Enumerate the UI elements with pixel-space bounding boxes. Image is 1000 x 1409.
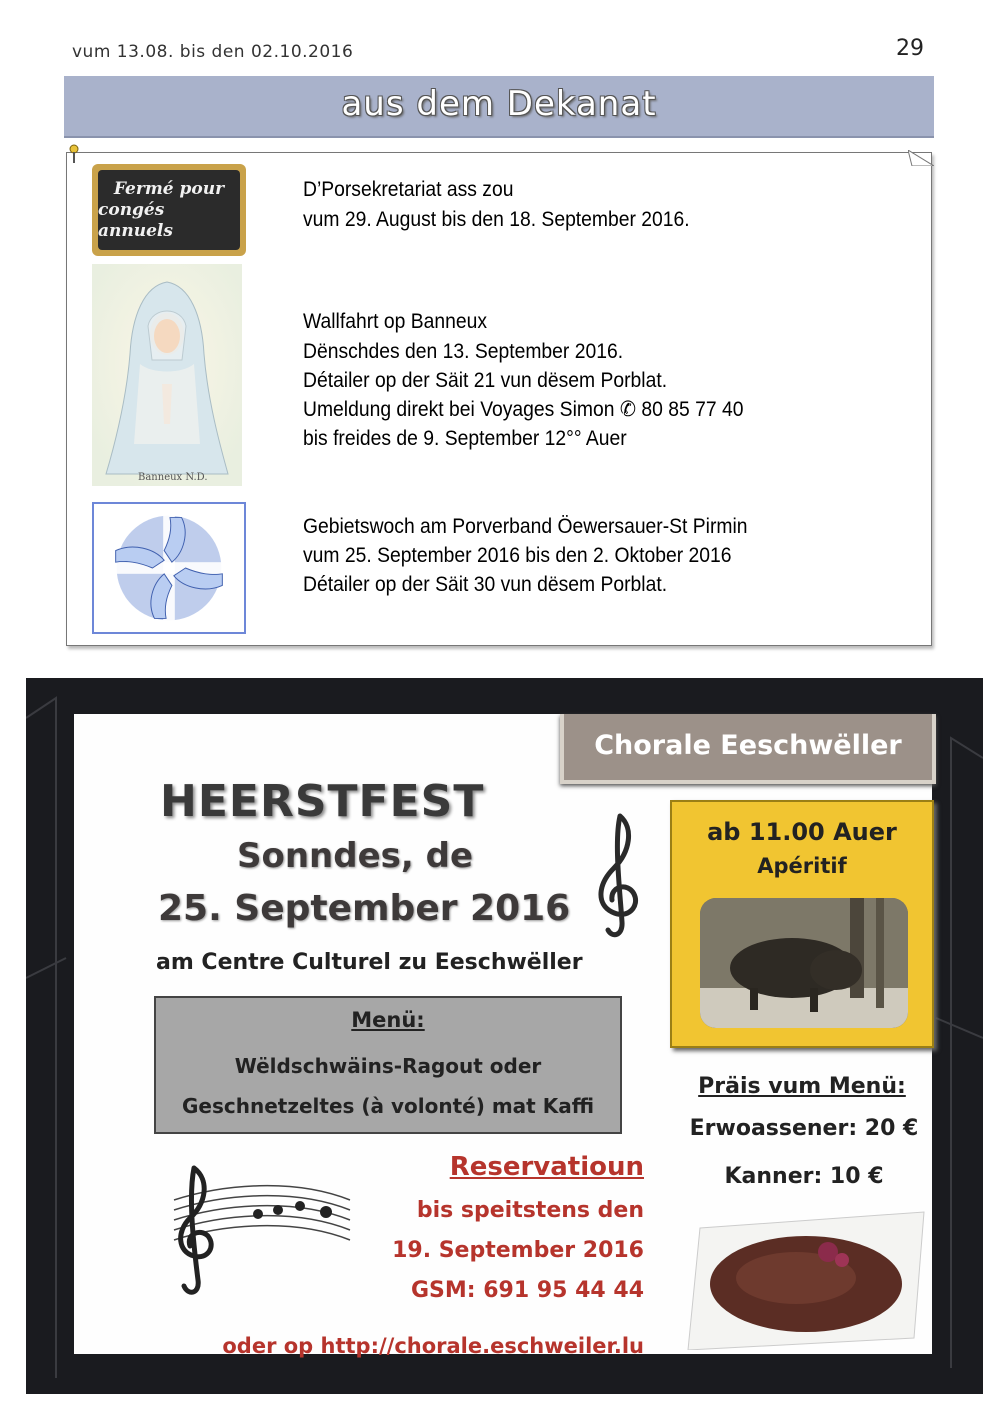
phone-icon: ✆ [619,398,637,421]
reservation-deadline-date: 19. September 2016 [392,1238,644,1263]
virgin-mary-image [92,264,242,486]
pilgrimage-deadline: bis freides de 9. September 12°° Auer [303,427,627,450]
reservation-website: oder op http://chorale.eschweiler.lu [222,1334,644,1358]
choir-name: Chorale Eeschwëller [594,730,902,761]
menu-line-2: Geschnetzeltes (à volonté) mat Kaffi [182,1094,594,1118]
registration-phone: 80 85 77 40 [641,398,744,421]
closed-sign-line1: Fermé pour [113,178,225,199]
event-venue: am Centre Culturel zu Eeschwëller [156,950,583,975]
aperitif-box [670,800,934,1048]
price-adults: Erwoassener: 20 € [689,1116,919,1141]
section-band [64,76,934,138]
secretariat-dates: vum 29. August bis den 18. September 2016. [303,208,690,231]
closed-sign-image [92,164,246,256]
wild-boar-photo [700,898,908,1028]
header-date-range: vum 13.08. bis den 02.10.2016 [72,42,354,62]
registration-text: Umeldung direkt bei Voyages Simon [303,398,615,421]
pilgrimage-title: Wallfahrt op Banneux [303,310,488,333]
event-date: 25. September 2016 [158,888,571,929]
prayer-week-details: Détailer op der Säit 30 vun dësem Porblat. [303,573,668,596]
ragout-dish-photo [678,1200,932,1350]
event-poster [26,678,983,1394]
pilgrimage-registration [303,395,743,425]
closed-sign-line2: congés annuels [98,199,173,241]
pushpin-icon [68,144,80,164]
poster-panel [74,714,932,1358]
menu-line-1: Wëldschwäins-Ragout oder [234,1054,542,1078]
prayer-week-title: Gebietswoch am Porverband Öewersauer-St Pirmin [303,515,748,538]
choir-banner [560,714,936,784]
page-number: 29 [896,36,924,61]
secretariat-title: D’Porsekretariat ass zou [303,178,514,201]
pilgrimage-date: Dënschdes den 13. September 2016. [303,340,624,363]
price-heading: Präis vum Menü: [698,1074,906,1099]
reservation-gsm: GSM: 691 95 44 44 [411,1278,644,1303]
page-fold-icon [908,150,934,166]
price-children: Kanner: 10 € [724,1164,884,1189]
prayer-week-dates: vum 25. September 2016 bis den 2. Oktober 2016 [303,544,732,567]
section-title: aus dem Dekanat [341,84,657,124]
aperitif-time: ab 11.00 Auer [707,818,897,846]
menu-box [154,996,622,1134]
praying-hands-cross-image [92,502,246,634]
virgin-mary-caption: Banneux N.D. [138,472,208,483]
reservation-heading: Reservatioun [449,1152,644,1182]
event-day: Sonndes, de [237,836,474,876]
pilgrimage-details: Détailer op der Säit 21 vun dësem Porblat. [303,369,668,392]
menu-heading: Menü: [351,1008,425,1032]
aperitif-label: Apéritif [757,854,847,878]
reservation-deadline-label: bis speitstens den [416,1198,644,1223]
event-title: HEERSTFEST [160,776,485,827]
treble-clef-icon [590,812,646,942]
